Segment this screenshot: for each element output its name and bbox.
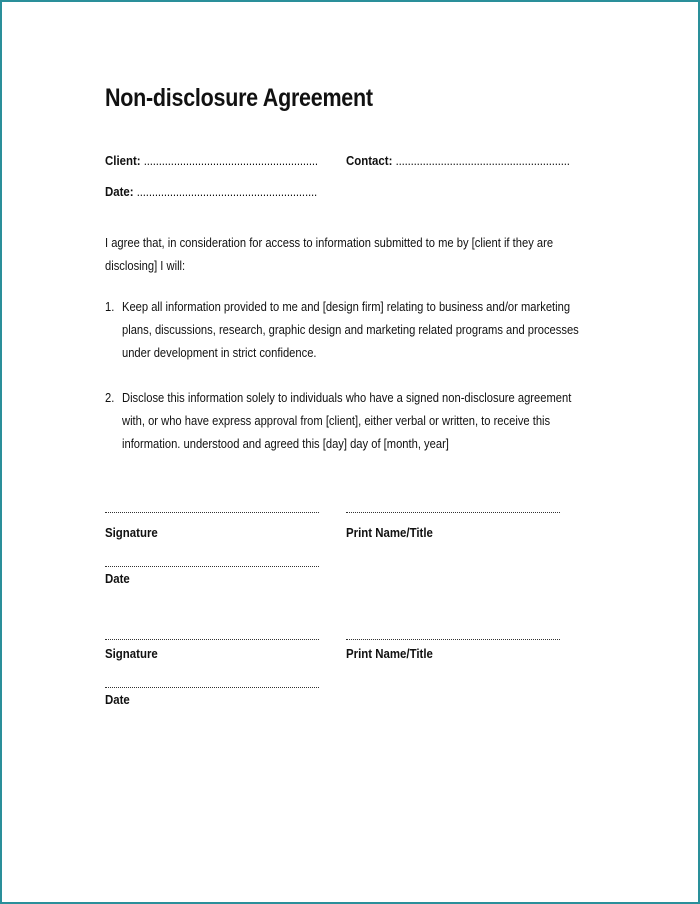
date-line — [105, 687, 319, 688]
item-1-text — [122, 295, 579, 364]
contact-label: Contact: — [346, 153, 393, 168]
contact-field — [346, 153, 570, 168]
client-field — [105, 153, 318, 168]
item-number: 1. — [105, 299, 115, 314]
signature-line — [105, 639, 319, 640]
intro-paragraph — [105, 231, 553, 277]
contact-dots: .......................................................... — [395, 153, 570, 168]
item-line: under development in strict confidence. — [122, 345, 317, 360]
item-line: plans, discussions, research, graphic design and marketing related programs and processes — [122, 322, 579, 337]
date-field — [105, 184, 317, 199]
date-line — [105, 566, 319, 567]
item-line: Disclose this information solely to individuals who have a signed non-disclosure agreement — [122, 390, 572, 405]
print-name-label: Print Name/Title — [346, 525, 433, 540]
client-dots: .......................................................... — [143, 153, 318, 168]
item-line: information. understood and agreed this [day] day of [month, year] — [122, 436, 449, 451]
intro-line: I agree that, in consideration for access to information submitted to me by [client if they are — [105, 235, 554, 250]
intro-line: disclosing] I will: — [105, 258, 186, 273]
item-line: with, or who have express approval from [client], either verbal or written, to receive this — [122, 413, 551, 428]
item-line: Keep all information provided to me and [design firm] relating to business and/or marketing — [122, 299, 571, 314]
print-name-line — [346, 639, 560, 640]
signature-label: Signature — [105, 525, 158, 540]
print-name-line — [346, 512, 560, 513]
item-2-text — [122, 386, 571, 455]
date-label: Date — [105, 692, 130, 707]
signature-line — [105, 512, 319, 513]
document-title: Non-disclosure Agreement — [105, 84, 373, 112]
signature-label: Signature — [105, 646, 158, 661]
date-label: Date — [105, 571, 130, 586]
date-label: Date: — [105, 184, 134, 199]
date-dots: ............................................................ — [136, 184, 317, 199]
item-number: 2. — [105, 390, 115, 405]
client-label: Client: — [105, 153, 141, 168]
print-name-label: Print Name/Title — [346, 646, 433, 661]
